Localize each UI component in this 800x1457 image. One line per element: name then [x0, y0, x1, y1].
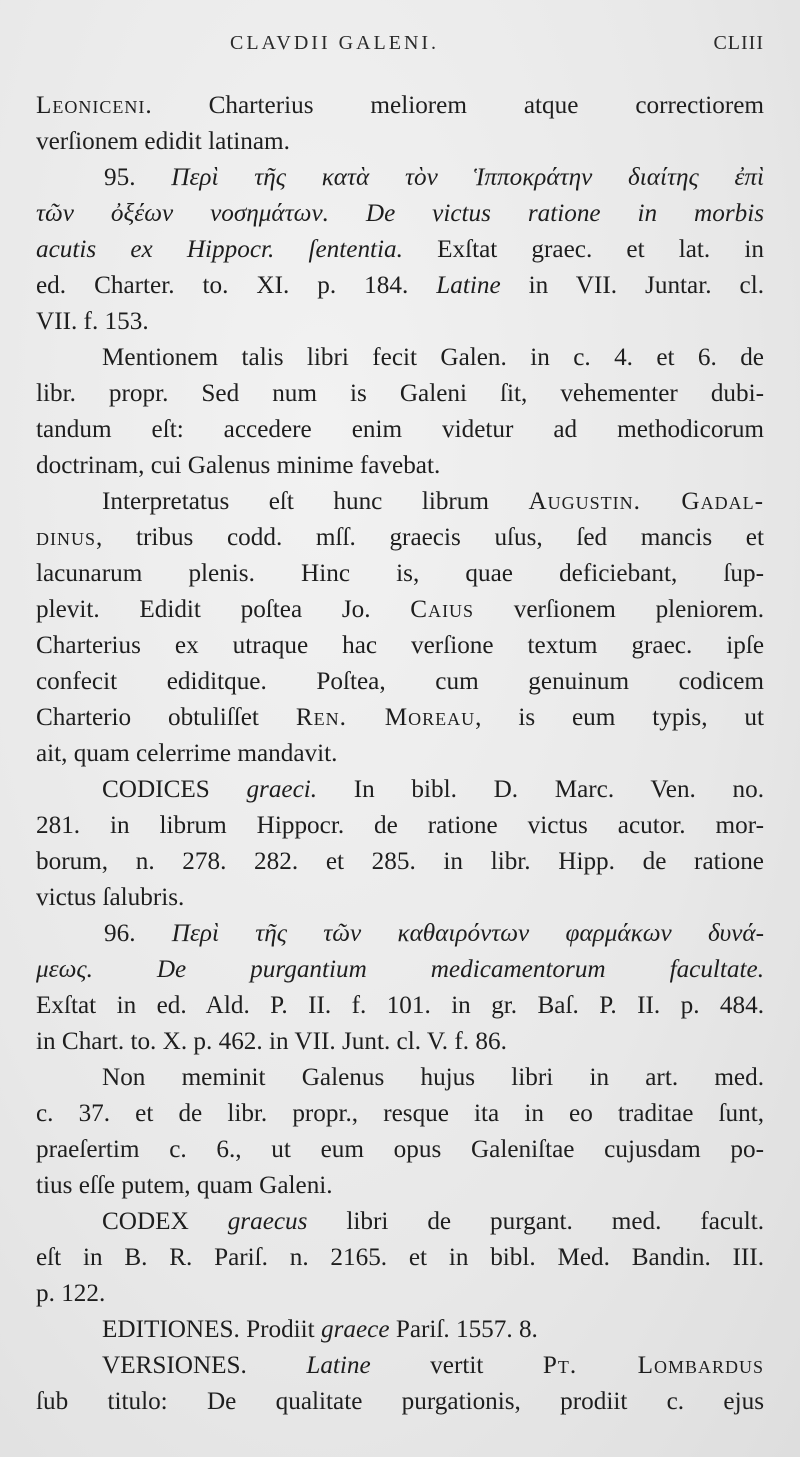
- text-line: [36, 988, 764, 1024]
- text-run: tandum eſt: accedere enim videtur ad methodicorum: [36, 416, 764, 443]
- text-run: Interpretatus eſt hunc librum: [102, 488, 529, 515]
- text-run: Non meminit Galenus hujus libri in art. med.: [102, 1064, 764, 1091]
- small-caps-text: Augustin. Gadal-: [528, 488, 764, 515]
- text-line: [36, 808, 764, 844]
- small-caps-text: Caius: [410, 596, 475, 623]
- text-run: EDITIONES. Prodiit: [102, 1316, 321, 1343]
- italic-text: acutis ex Hippocr. ſententia.: [36, 236, 403, 263]
- text-line: [36, 916, 764, 952]
- italic-text: Περὶ τῆς τῶν καθαιρόντων φαρμάκων δυνά-: [171, 920, 765, 947]
- text-line: [36, 1204, 764, 1240]
- small-caps-text: Pt. Lombardus: [542, 1352, 764, 1379]
- text-line: [36, 1348, 764, 1384]
- text-run: VERSIONES.: [102, 1352, 307, 1379]
- italic-text: graecus: [227, 1208, 308, 1235]
- text-run: praeſertim c. 6., ut eum opus Galeniſtae cujusdam po-: [36, 1136, 764, 1163]
- italic-text: De purgantium medicamentorum facultate.: [156, 956, 765, 983]
- text-line: [36, 844, 764, 880]
- text-line: [36, 1132, 764, 1168]
- text-run: CODICES: [102, 776, 247, 803]
- text-line: [36, 448, 764, 484]
- italic-text: Latine: [436, 272, 501, 299]
- text-line: [36, 196, 764, 232]
- text-line: [36, 376, 764, 412]
- text-run: , is eum typis, ut: [475, 704, 764, 731]
- text-run: CODEX: [102, 1208, 228, 1235]
- text-line: [36, 1276, 764, 1312]
- text-run: verſionem edidit latinam.: [36, 128, 290, 155]
- text-run: ſub titulo: De qualitate purgationis, prodiit c. ejus: [36, 1388, 764, 1415]
- body-text: [36, 88, 764, 1420]
- text-line: [36, 1060, 764, 1096]
- small-caps-text: Ren. Moreau: [295, 704, 476, 731]
- text-run: in VII. Juntar. cl.: [500, 272, 764, 299]
- text-run: 281. in librum Hippocr. de ratione victus acutor. mor-: [36, 812, 764, 839]
- text-line: [36, 1168, 764, 1204]
- text-run: p. 122.: [36, 1280, 106, 1307]
- text-run: verſionem pleniorem.: [474, 596, 765, 623]
- text-line: [36, 1024, 764, 1060]
- text-line: [36, 700, 764, 736]
- italic-text: graece: [320, 1316, 390, 1343]
- text-line: [36, 1240, 764, 1276]
- text-run: ed. Charter. to. XI. p. 184.: [36, 272, 437, 299]
- text-line: [36, 556, 764, 592]
- text-line: [36, 880, 764, 916]
- text-run: lacunarum plenis. Hinc is, quae deficiebant, ſup-: [36, 560, 764, 587]
- text-run: 96.: [104, 920, 172, 947]
- text-run: , tribus codd. mſſ. graecis uſus, ſed mancis et: [96, 524, 764, 551]
- text-run: libri de purgant. med. facult.: [307, 1208, 764, 1235]
- italic-text: graeci.: [246, 776, 318, 803]
- text-line: [36, 952, 764, 988]
- text-line: [36, 520, 764, 556]
- text-run: . Charterius meliorem atque correctiorem: [145, 92, 764, 119]
- text-run: [93, 956, 157, 983]
- text-line: [36, 736, 764, 772]
- text-line: [36, 1312, 764, 1348]
- text-line: [36, 304, 764, 340]
- small-caps-text: dinus: [36, 524, 97, 551]
- text-run: 95.: [104, 164, 172, 191]
- text-run: c. 37. et de libr. propr., resque ita in eo traditae ſunt,: [36, 1100, 764, 1127]
- text-run: [329, 200, 366, 227]
- italic-text: Περὶ τῆς κατὰ τὸν Ἱπποκράτην διαίτης ἐπὶ: [171, 164, 765, 191]
- text-run: in Chart. to. X. p. 462. in VII. Junt. cl. V. f. 86.: [36, 1028, 507, 1055]
- text-run: confecit ediditque. Poſtea, cum genuinum codicem: [36, 668, 764, 695]
- text-line: [36, 88, 764, 124]
- page-number: CLIII: [713, 32, 764, 54]
- text-line: [36, 340, 764, 376]
- text-run: plevit. Edidit poſtea Jo.: [36, 596, 411, 623]
- text-run: libr. propr. Sed num is Galeni ſit, vehementer dubi-: [36, 380, 764, 407]
- italic-text: μεως.: [36, 956, 93, 983]
- italic-text: De victus ratione in morbis: [365, 200, 765, 227]
- text-run: Exſtat graec. et lat. in: [402, 236, 764, 263]
- text-run: tius eſſe putem, quam Galeni.: [36, 1172, 333, 1199]
- text-line: [36, 1096, 764, 1132]
- text-run: Charterio obtuliſſet: [36, 704, 296, 731]
- small-caps-text: Leoniceni: [36, 92, 146, 119]
- text-line: [36, 772, 764, 808]
- text-line: [36, 160, 764, 196]
- text-line: [36, 412, 764, 448]
- text-line: [36, 232, 764, 268]
- text-run: borum, n. 278. 282. et 285. in libr. Hipp. de ratione: [36, 848, 764, 875]
- text-run: doctrinam, cui Galenus minime favebat.: [36, 452, 441, 479]
- running-head: [0, 32, 800, 62]
- text-run: eſt in B. R. Pariſ. n. 2165. et in bibl. Med. Bandin. III.: [36, 1244, 764, 1271]
- text-run: vertit: [370, 1352, 543, 1379]
- text-run: victus ſalubris.: [36, 884, 185, 911]
- running-title: CLAVDII GALENI.: [230, 32, 440, 54]
- text-line: [36, 1384, 764, 1420]
- italic-text: Latine: [306, 1352, 371, 1379]
- italic-text: τῶν ὀξέων νοσημάτων.: [36, 200, 329, 227]
- text-line: [36, 484, 764, 520]
- text-run: Pariſ. 1557. 8.: [389, 1316, 538, 1343]
- text-line: [36, 628, 764, 664]
- text-run: VII. f. 153.: [36, 308, 149, 335]
- text-run: Exſtat in ed. Ald. P. II. f. 101. in gr. Baſ. P. II. p. 484.: [36, 992, 764, 1019]
- text-run: In bibl. D. Marc. Ven. no.: [317, 776, 764, 803]
- text-run: Charterius ex utraque hac verſione textum graec. ipſe: [36, 632, 764, 659]
- text-run: Mentionem talis libri fecit Galen. in c. 4. et 6. de: [102, 344, 764, 371]
- text-run: ait, quam celerrime mandavit.: [36, 740, 338, 767]
- text-line: [36, 124, 764, 160]
- text-line: [36, 592, 764, 628]
- text-line: [36, 268, 764, 304]
- text-line: [36, 664, 764, 700]
